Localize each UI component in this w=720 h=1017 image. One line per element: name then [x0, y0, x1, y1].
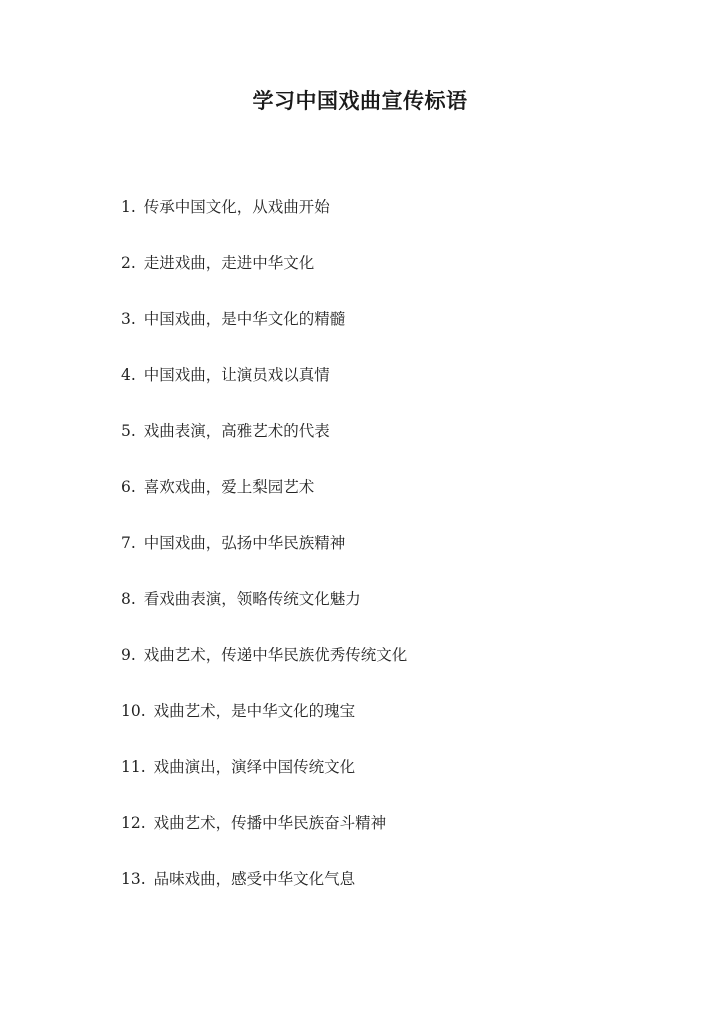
slogan-list: [121, 194, 407, 922]
list-item: [121, 642, 407, 698]
list-item: [121, 194, 407, 250]
item-number: 5.: [121, 422, 136, 440]
list-item: [121, 810, 407, 866]
item-number: 1.: [121, 198, 136, 216]
item-text: 戏曲演出，演绎中国传统文化: [153, 758, 356, 776]
item-text: 走进戏曲，走进中华文化: [143, 254, 315, 272]
document-title: 学习中国戏曲宣传标语: [252, 88, 468, 113]
item-text: 中国戏曲，让演员戏以真情: [143, 366, 330, 384]
item-text: 戏曲艺术，是中华文化的瑰宝: [153, 702, 356, 720]
item-text: 看戏曲表演，领略传统文化魅力: [143, 590, 361, 608]
item-number: 8.: [121, 590, 136, 608]
list-item: [121, 530, 407, 586]
list-item: [121, 250, 407, 306]
item-number: 9.: [121, 646, 136, 664]
item-text: 喜欢戏曲，爱上梨园艺术: [143, 478, 315, 496]
item-text: 中国戏曲，弘扬中华民族精神: [143, 534, 346, 552]
item-number: 11.: [121, 758, 146, 776]
list-item: [121, 698, 407, 754]
list-item: [121, 586, 407, 642]
item-text: 戏曲艺术，传播中华民族奋斗精神: [153, 814, 387, 832]
item-number: 4.: [121, 366, 136, 384]
item-number: 12.: [121, 814, 146, 832]
list-item: [121, 306, 407, 362]
item-text: 品味戏曲，感受中华文化气息: [153, 870, 356, 888]
list-item: [121, 418, 407, 474]
list-item: [121, 866, 407, 922]
item-text: 戏曲艺术，传递中华民族优秀传统文化: [143, 646, 408, 664]
item-text: 传承中国文化，从戏曲开始: [143, 198, 330, 216]
item-text: 戏曲表演，高雅艺术的代表: [143, 422, 330, 440]
list-item: [121, 754, 407, 810]
item-number: 10.: [121, 702, 146, 720]
item-number: 7.: [121, 534, 136, 552]
list-item: [121, 362, 407, 418]
item-number: 6.: [121, 478, 136, 496]
list-item: [121, 474, 407, 530]
item-number: 3.: [121, 310, 136, 328]
item-number: 2.: [121, 254, 136, 272]
item-number: 13.: [121, 870, 146, 888]
item-text: 中国戏曲，是中华文化的精髓: [143, 310, 346, 328]
